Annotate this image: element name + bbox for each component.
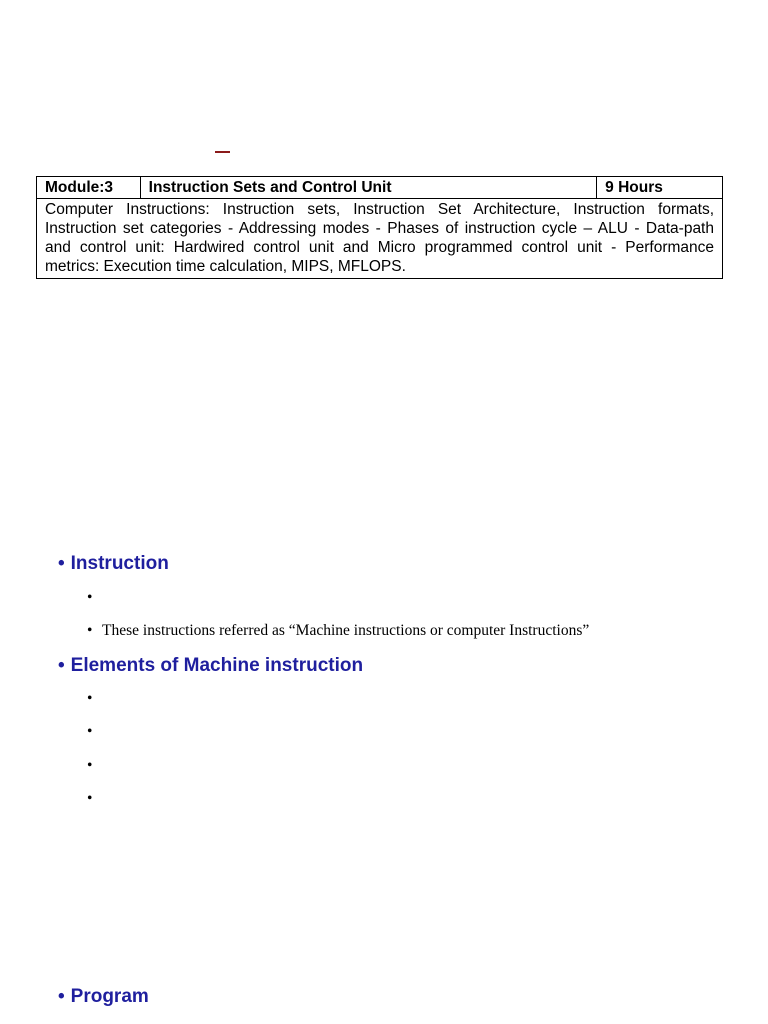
heading-program-label: Program: [70, 986, 149, 1007]
list-item-text: These instructions referred as “Machine instructions or computer Instructions”: [102, 622, 590, 639]
heading-elements-label: Elements of Machine instruction: [70, 655, 364, 676]
syllabus-header-row: [37, 177, 723, 199]
module-description: Computer Instructions: Instruction sets, Instruction Set Architecture, Instruction formats, Instruction set categories - Addressing modes - Phases of instruction cycle – ALU - Data-path and control unit: Hardwired control unit and Micro programmed control unit - Performance metrics: Execution time calculation, MIPS, MFLOPS.: [37, 199, 723, 279]
list-item: [87, 723, 102, 741]
list-item: [87, 622, 589, 640]
heading-instruction: [58, 553, 169, 575]
bullet-icon: •: [87, 622, 93, 639]
decorative-dash: [215, 151, 230, 153]
bullet-icon: •: [58, 986, 65, 1007]
heading-instruction-label: Instruction: [70, 553, 169, 574]
list-item: [87, 690, 102, 708]
syllabus-table: [36, 176, 723, 279]
list-item: [87, 757, 102, 775]
bullet-icon: •: [58, 553, 65, 574]
heading-elements: [58, 655, 363, 677]
list-item: [87, 589, 102, 607]
bullet-icon: •: [87, 723, 93, 740]
bullet-icon: •: [87, 757, 93, 774]
module-title: Instruction Sets and Control Unit: [140, 177, 596, 199]
module-hours: 9 Hours: [597, 177, 723, 199]
bullet-icon: •: [87, 690, 93, 707]
syllabus-description-row: [37, 199, 723, 279]
module-number: Module:3: [37, 177, 141, 199]
list-item: [87, 790, 102, 808]
bullet-icon: •: [87, 589, 93, 606]
heading-program: [58, 986, 149, 1008]
bullet-icon: •: [58, 655, 65, 676]
bullet-icon: •: [87, 790, 93, 807]
